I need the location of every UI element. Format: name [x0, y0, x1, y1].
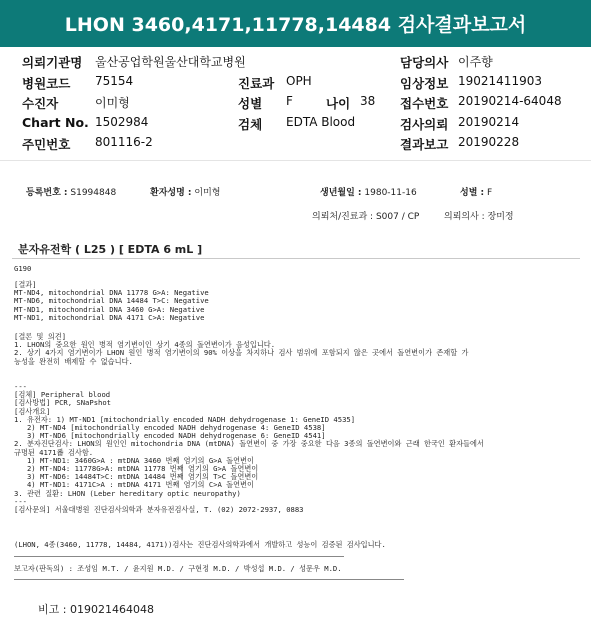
hospital-code-label: 병원코드: [22, 76, 71, 91]
section-divider: [12, 258, 580, 259]
department-value: OPH: [286, 74, 312, 88]
registration-label: 등록번호 :: [26, 188, 68, 198]
method-block: --- [검체] Peripheral blood [검사방법] PCR, SNaPshot [검사개요] 1. 유전자: 1) MT-ND1 [mitochondrially encoded NADH dehydrogenase 1: GeneID 4535] 2) MT-ND4 [mitochondrially encoded NADH dehydrogenase 4: GeneID 4538] 3) MT-ND6 [mitochondrially encoded NADH dehydrogenase 6: GeneID 4541] 2. 분자진단검사: LHON의 원인인 mitochondria DNA (mtDNA) 돌연변이 중 가장 중요한 다음 3종의 돌연변이와 근래 한국인 환자들에서 규명된 4171番 검사함. 1) MT-ND1: 3460G>A : mtDNA 3460 번째 염기의 G>A 돌연변이 2) MT-ND4: 11778G>A: mtDNA 11778 번째 염기의 G>A 돌연변이 3) MT-ND6: 14484T>C: mtDNA 14484 번째 염기의 T>C 돌연변이 4) MT-ND1: 4171C>A : mtDNA 4171 번째 염기의 C>A 돌연변이 3. 관련 질환: LHON (Leber hereditary optic neuropathy) --- [검사문의] 서울대병원 진단검사의학과 분자유전검사실, T. (02) 2072-2937, 0883: [14, 382, 484, 515]
header-row-1: [0, 53, 591, 74]
doctor-value: 이주향: [458, 55, 493, 69]
referral-department-label: 의뢰처/진료과 :: [312, 212, 374, 222]
chart-label: Chart No.: [22, 115, 89, 130]
referral-department-value: S007 / CP: [375, 212, 420, 222]
referral-doctor-value: 장미정: [487, 212, 514, 222]
institution-value: 울산공업학원울산대학교병원: [95, 55, 246, 69]
specimen-label: 검체: [238, 117, 263, 132]
patient-info-value: 19021411903: [458, 74, 542, 88]
age-label: 나이: [326, 96, 351, 111]
reporters-line: 보고자(판독의) : 조성임 M.T. / 윤지원 M.D. / 구현정 M.D. / 박성섭 M.D. / 성문우 M.D.: [14, 564, 342, 573]
request-label: 검사의뢰: [400, 117, 449, 132]
header-row-3: [0, 94, 591, 115]
report-sex: [460, 185, 492, 198]
test-code: G190: [14, 264, 32, 273]
department-label: 진료과: [238, 76, 275, 91]
age-value: 38: [360, 94, 376, 108]
header-row-4: [0, 115, 591, 136]
remarks-value: 019021464048: [69, 603, 154, 616]
referral-doctor-label: 의뢰의사 :: [444, 212, 485, 222]
hospital-code-value: 75154: [95, 74, 134, 88]
dob-value: 1980-11-16: [364, 188, 417, 198]
doctor-label: 담당의사: [400, 55, 449, 70]
section-title: 분자유전학 ( L25 ) [ EDTA 6 mL ]: [18, 243, 203, 256]
validation-note: (LHON, 4종(3460, 11778, 14484, 4171))검사는 진단검사의학과에서 개발하고 성능이 검증된 검사입니다.: [14, 540, 386, 549]
header-info: [0, 49, 591, 156]
remarks-label: 비고 :: [38, 603, 67, 616]
recipient-label: 수진자: [22, 96, 59, 111]
header-row-5: [0, 135, 591, 156]
patient-name-label: 환자성명 :: [150, 188, 192, 198]
sex-value: F: [286, 94, 293, 108]
receipt-label: 접수번호: [400, 96, 449, 111]
rrn-label: 주민번호: [22, 137, 71, 152]
report-title: LHON 3460,4171,11778,14484 검사결과보고서: [0, 0, 591, 47]
report-sex-label: 성별 :: [460, 188, 485, 198]
dob-label: 생년월일 :: [320, 188, 362, 198]
report-sex-value: F: [487, 188, 493, 198]
patient-name: [150, 185, 220, 198]
date-of-birth: [320, 185, 417, 198]
institution-label: 의뢰기관명: [22, 55, 83, 70]
interpretation-block: [결론 및 의견] 1. LHON의 중요한 원인 병적 염기변이인 상기 4종의 돌연변이가 음성입니다. 2. 상기 4가지 염기변이가 LHON 원인 병적 염기변이의 90% 이상을 차지하나 검사 범위에 포함되지 않은 곳에서 돌연변이가 존재할 가 능성을 완전히 배제할 수 없습니다.: [14, 332, 469, 366]
report-value: 20190228: [458, 135, 520, 149]
registration-number: [26, 185, 116, 198]
rrn-value: 801116-2: [95, 135, 153, 149]
chart-value: 1502984: [95, 115, 149, 129]
request-value: 20190214: [458, 115, 520, 129]
referral-doctor: [444, 209, 514, 222]
receipt-value: 20190214-64048: [458, 94, 562, 108]
header-row-2: [0, 74, 591, 95]
patient-info-label: 임상정보: [400, 76, 449, 91]
patient-name-value: 이미형: [194, 188, 221, 198]
recipient-value: 이미형: [95, 96, 130, 110]
results-block: [결과] MT-ND4, mitochondrial DNA 11778 G>A: Negative MT-ND6, mitochondrial DNA 14484 T>C: Negative MT-ND1, mitochondrial DNA 3460 G>A: Negative MT-ND1, mitochondrial DNA 4171 C>A: Negative: [14, 280, 209, 322]
specimen-value: EDTA Blood: [286, 115, 356, 129]
reporters-divider: [14, 579, 404, 580]
registration-value: S1994848: [70, 188, 117, 198]
referral-department: [312, 209, 419, 222]
remarks: [38, 601, 154, 617]
note-divider: [14, 556, 344, 557]
sex-label: 성별: [238, 96, 263, 111]
report-label: 결과보고: [400, 137, 449, 152]
report-document: [0, 160, 591, 630]
